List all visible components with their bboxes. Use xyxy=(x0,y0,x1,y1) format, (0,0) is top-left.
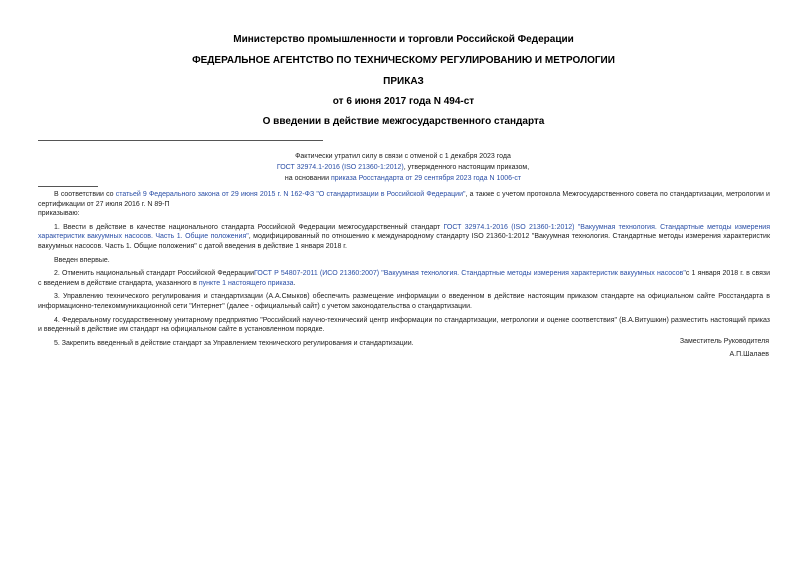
status-note xyxy=(150,151,656,184)
status-note-line1: Фактически утратил силу в связи с отменой с 1 декабря 2023 года xyxy=(295,153,511,160)
gost-link[interactable]: ГОСТ 32974.1-2016 (ISO 21360-1:2012) xyxy=(276,164,404,171)
signature-name: А.П.Шалаев xyxy=(729,351,769,358)
document-body xyxy=(38,190,770,352)
doc-subject: О введении в действие межгосударственного стандарта xyxy=(262,116,545,127)
signature-title: Заместитель Руководителя xyxy=(679,338,769,345)
cancel-order-link[interactable]: приказа Росстандарта от 29 сентября 2023 года N 1006-ст xyxy=(330,175,522,182)
intro-paragraph: В соответствии со статьей 9 Федерального закона от 29 июня 2015 г. N 162-ФЗ "О стандартизации в Российской Федерации", а также с учетом протокола Межгосударственного совета по стандартизации, метрологии и сертификации от 27 июля 2016 г. N 89-П xyxy=(38,191,770,208)
federal-law-link[interactable]: статьей 9 Федерального закона от 29 июня 2015 г. N 162-ФЗ "О стандартизации в Российской Федерации" xyxy=(115,191,466,198)
paragraph-4: 4. Федеральному государственному унитарному предприятию "Российский научно-технический центр информации по стандартизации, метрологии и оценке соответствия" (В.А.Витушкин) разместить настоящий приказ и введенный в действие им стандарт на официальном сайте в установленном порядке. xyxy=(38,316,770,334)
paragraph-2: 2. Отменить национальный стандарт Российской ФедерацииГОСТ Р 54807-2011 (ИСО 21360:2007) "Вакуумная технология. Стандартные методы измерения характеристик вакуумных насосов"с 1 января 2018 г. в связи с введением в действие стандарта, указанного в пункте 1 настоящего приказа. xyxy=(38,270,771,287)
gost-r-54807-link[interactable]: ГОСТ Р 54807-2011 (ИСО 21360:2007) "Вакуумная технология. Стандартные методы измерения характеристик вакуумных насосов" xyxy=(253,270,686,278)
agency-title: ФЕДЕРАЛЬНОЕ АГЕНТСТВО ПО ТЕХНИЧЕСКОМУ РЕГУЛИРОВАНИЮ И МЕТРОЛОГИИ xyxy=(192,55,615,66)
status-note-line2: ГОСТ 32974.1-2016 (ISO 21360-1:2012), утвержденного настоящим приказом, xyxy=(276,164,530,171)
paragraph-3: 3. Управлению технического регулирования и стандартизации (А.А.Смыков) обеспечить размещение информации о введенном в действие настоящим приказом стандарте на официальном сайте Росстандарта в информационно-телекоммуникационной сети "Интернет" (далее - официальный сайт) с учетом законодательства о стандартизации. xyxy=(38,293,770,310)
ministry-title: Министерство промышленности и торговли Российской Федерации xyxy=(233,34,574,45)
footnote-separator xyxy=(38,186,98,187)
gost-32974-link[interactable]: ГОСТ 32974.1-2016 (ISO 21360-1:2012) "Вакуумная технология. Стандартные методы измерения характеристик вакуумных насосов. Часть 1. Общие положения" xyxy=(38,223,771,241)
doc-date-number: от 6 июня 2017 года N 494-ст xyxy=(332,96,475,107)
orders-line: приказываю: xyxy=(38,210,80,218)
paragraph-1: 1. Ввести в действие в качестве национального стандарта Российской Федерации межгосударственный стандарт ГОСТ 32974.1-2016 (ISO 21360-1:2012) "Вакуумная технология. Стандартные методы измерения характеристик вакуумных насосов. Часть 1. Общие положения", модифицированный по отношению к международному стандарту ISO 21360-1:2012 "Вакуумная технология. Стандартные методы измерения характеристик вакуумных насосов. Часть 1. Общие положения" с датой введения в действие 1 января 2018 г. xyxy=(38,223,771,250)
separator-line xyxy=(38,140,323,141)
first-time-line: Введен впервые. xyxy=(54,256,110,264)
signature-block xyxy=(680,335,769,361)
status-note-line3: на основании приказа Росстандарта от 29 сентября 2023 года N 1006-ст xyxy=(284,175,522,182)
point-1-link[interactable]: пункте 1 настоящего приказа xyxy=(198,279,294,287)
paragraph-5: 5. Закрепить введенный в действие стандарт за Управлением технического регулирования и стандартизации. xyxy=(54,339,414,347)
doc-type: ПРИКАЗ xyxy=(383,76,424,87)
